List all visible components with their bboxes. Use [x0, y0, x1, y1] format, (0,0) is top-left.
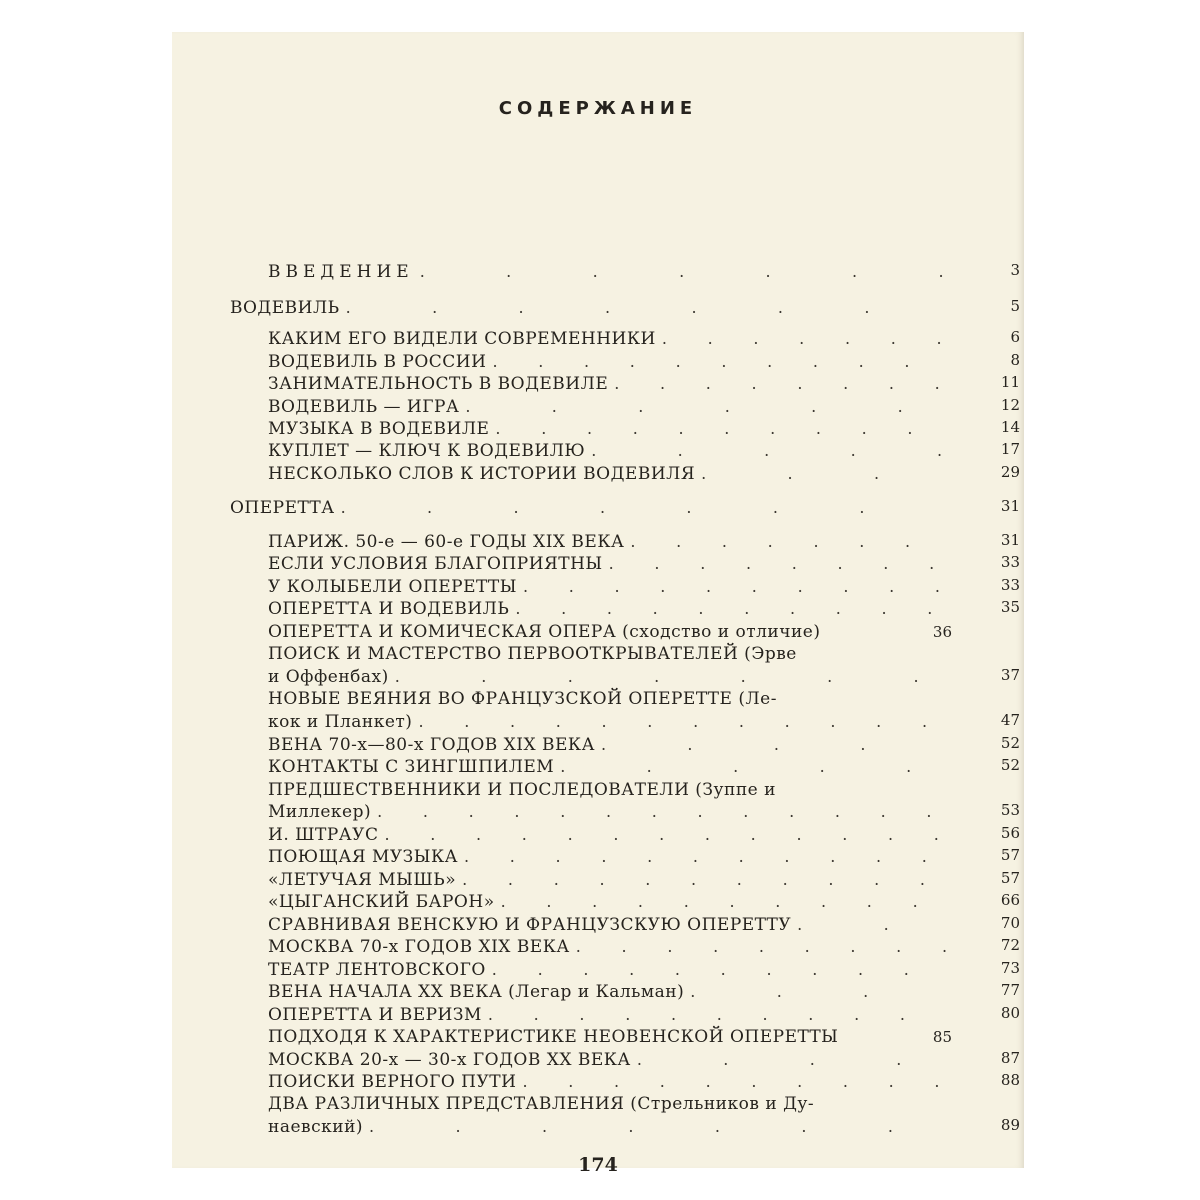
toc-entry-title: «ЦЫГАНСКИЙ БАРОН» [268, 892, 495, 912]
toc-entry-page: 29 [1000, 463, 1020, 481]
toc-entry-title: ВЕНА НАЧАЛА XX ВЕКА (Легар и Кальман) [268, 982, 685, 1002]
dot-leader [523, 577, 946, 597]
toc-entry-page: 88 [1000, 1071, 1020, 1089]
toc-entry [268, 936, 1020, 957]
dot-leader [495, 419, 946, 439]
toc-entry-title: КАКИМ ЕГО ВИДЕЛИ СОВРЕМЕННИКИ [268, 329, 656, 349]
toc-entry-title: НЕСКОЛЬКО СЛОВ К ИСТОРИИ ВОДЕВИЛЯ [268, 464, 696, 484]
toc-entry-title: ЗАНИМАТЕЛЬНОСТЬ В ВОДЕВИЛЕ [268, 374, 609, 394]
toc-entry-page: 33 [1000, 553, 1020, 571]
toc-entry-page: 33 [1000, 576, 1020, 594]
toc-entry-page: 37 [1000, 666, 1020, 684]
toc-section-title: ОПЕРЕТТА [230, 498, 335, 518]
toc-entry [268, 418, 1020, 439]
toc-entry-title: ПОДХОДЯ К ХАРАКТЕРИСТИКЕ НЕОВЕНСКОЙ ОПЕРЕТТЫ [268, 1027, 839, 1047]
dot-leader [501, 892, 946, 912]
toc-entry-page: 47 [1000, 711, 1020, 729]
book-page [172, 32, 1024, 1176]
toc-entry-page: 11 [1000, 373, 1020, 391]
toc-entry-page: 6 [1010, 328, 1020, 346]
toc-entry-page: 8 [1010, 351, 1020, 369]
toc-entry-title: У КОЛЫБЕЛИ ОПЕРЕТТЫ [268, 577, 517, 597]
toc-entry-page: 72 [1000, 936, 1020, 954]
dot-leader [395, 667, 946, 687]
toc-entry-title: ДВА РАЗЛИЧНЫХ ПРЕДСТАВЛЕНИЯ (Стрельников и Ду- [268, 1094, 815, 1114]
dot-leader [601, 735, 946, 755]
toc-entry-title: МОСКВА 70-х ГОДОВ XIX ВЕКА [268, 937, 570, 957]
toc-entry-page: 52 [1000, 734, 1020, 752]
toc-section [230, 297, 1020, 318]
dot-leader [576, 937, 946, 957]
toc-entry-title: НОВЫЕ ВЕЯНИЯ ВО ФРАНЦУЗСКОЙ ОПЕРЕТТЕ (Ле- [268, 689, 777, 709]
dot-leader [384, 825, 946, 845]
toc-entry-page: 12 [1000, 396, 1020, 414]
dot-leader [488, 1005, 946, 1025]
toc-entry [268, 711, 1020, 732]
dot-leader [492, 352, 946, 372]
dot-leader [637, 1050, 946, 1070]
toc-entry [268, 959, 1020, 980]
dot-leader [560, 757, 946, 777]
toc-entry-title: ПОЮЩАЯ МУЗЫКА [268, 847, 458, 867]
dot-leader [418, 712, 946, 732]
toc-entry [268, 801, 1020, 822]
toc-entry-page: 17 [1000, 440, 1020, 458]
toc-entry-page: 35 [1000, 598, 1020, 616]
toc-entry-page: 80 [1000, 1004, 1020, 1022]
page-title: СОДЕРЖАНИЕ [498, 98, 698, 119]
toc-entry-title: ПАРИЖ. 50-е — 60-е ГОДЫ XIX ВЕКА [268, 532, 625, 552]
toc-entry-title: ПОИСКИ ВЕРНОГО ПУТИ [268, 1072, 517, 1092]
dot-leader [377, 802, 946, 822]
toc-entry-page: 70 [1000, 914, 1020, 932]
toc-entry-title: ВОДЕВИЛЬ — ИГРА [268, 397, 460, 417]
toc-entry [268, 351, 1020, 372]
toc-entry-title: ПРЕДШЕСТВЕННИКИ И ПОСЛЕДОВАТЕЛИ (Зуппе и [268, 780, 776, 800]
toc-entry-page: 52 [1000, 756, 1020, 774]
dot-leader [609, 554, 946, 574]
toc-entry-title: МУЗЫКА В ВОДЕВИЛЕ [268, 419, 490, 439]
toc-entry-page: 85 [932, 1028, 952, 1046]
toc-entry-page: 56 [1000, 824, 1020, 842]
toc-entry-title: ВЕНА 70-х—80-х ГОДОВ XIX ВЕКА [268, 735, 595, 755]
dot-leader [346, 298, 946, 318]
toc-entry-title: наевский) [268, 1117, 364, 1137]
toc-entry [268, 824, 1020, 845]
toc-entry [268, 396, 1020, 417]
toc-entry [268, 1049, 1020, 1070]
dot-leader [492, 960, 946, 980]
toc-entry-title: «ЛЕТУЧАЯ МЫШЬ» [268, 870, 457, 890]
toc-entry [268, 373, 1020, 394]
toc-entry [268, 531, 1020, 552]
toc-entry-page: 53 [1000, 801, 1020, 819]
dot-leader [462, 870, 946, 890]
toc-entry [268, 846, 1020, 867]
toc-entry-title: ОПЕРЕТТА И ВЕРИЗМ [268, 1005, 482, 1025]
toc-entry-title: и Оффенбах) [268, 667, 389, 687]
toc-entry-title: И. ШТРАУС [268, 825, 379, 845]
toc-entry-page: 31 [1000, 497, 1020, 515]
toc-entry-page: 31 [1000, 531, 1020, 549]
dot-leader [464, 847, 946, 867]
toc-entry-page: 5 [1010, 297, 1020, 315]
toc-section-title: ВОДЕВИЛЬ [230, 298, 340, 318]
toc-entry-page: 3 [1010, 261, 1020, 279]
dot-leader [630, 532, 946, 552]
toc-entry [268, 734, 1020, 755]
toc-entry-page: 73 [1000, 959, 1020, 977]
dot-leader [341, 498, 946, 518]
toc-entry [268, 756, 1020, 777]
toc-entry [268, 576, 1020, 597]
toc-entry-page: 14 [1000, 418, 1020, 436]
toc-entry-title: Миллекер) [268, 802, 372, 822]
dot-leader [614, 374, 946, 394]
toc-entry-page: 89 [1000, 1116, 1020, 1134]
toc-entry [268, 440, 1020, 461]
toc-entry [268, 869, 1020, 890]
dot-leader [797, 915, 946, 935]
dot-leader [515, 599, 946, 619]
toc-entry [268, 666, 1020, 687]
toc-entry-page: 36 [932, 623, 952, 641]
toc-entry-title: СРАВНИВАЯ ВЕНСКУЮ И ФРАНЦУЗСКУЮ ОПЕРЕТТУ [268, 915, 792, 935]
toc-entry-title: ВВЕДЕНИЕ [268, 262, 414, 282]
toc-entry [268, 598, 1020, 619]
toc-entry [268, 891, 1020, 912]
dot-leader [465, 397, 946, 417]
toc-entry [268, 914, 1020, 935]
toc-entry-title: ПОИСК И МАСТЕРСТВО ПЕРВООТКРЫВАТЕЛЕЙ (Эрве [268, 644, 797, 664]
toc-entry [268, 261, 1020, 282]
table-of-contents [172, 32, 1024, 1168]
toc-entry [268, 553, 1020, 574]
dot-leader [369, 1117, 946, 1137]
toc-entry-title: кок и Планкет) [268, 712, 413, 732]
toc-entry [268, 1116, 1020, 1137]
toc-entry-title: КУПЛЕТ — КЛЮЧ К ВОДЕВИЛЮ [268, 441, 586, 461]
toc-entry-title: МОСКВА 20-х — 30-х ГОДОВ XX ВЕКА [268, 1050, 631, 1070]
toc-entry [268, 328, 1020, 349]
toc-entry [268, 1004, 1020, 1025]
toc-entry-page: 57 [1000, 846, 1020, 864]
toc-entry-title: ВОДЕВИЛЬ В РОССИИ [268, 352, 487, 372]
dot-leader [591, 441, 946, 461]
dot-leader [522, 1072, 946, 1092]
toc-section [230, 497, 1020, 518]
toc-entry [268, 981, 1020, 1002]
dot-leader [701, 464, 946, 484]
toc-entry-page: 87 [1000, 1049, 1020, 1067]
dot-leader [420, 262, 946, 282]
toc-entry-page: 66 [1000, 891, 1020, 909]
toc-entry [268, 463, 1020, 484]
toc-entry-title: ОПЕРЕТТА И КОМИЧЕСКАЯ ОПЕРА (сходство и отличие) [268, 622, 821, 642]
toc-entry-page: 57 [1000, 869, 1020, 887]
toc-entry-title: ОПЕРЕТТА И ВОДЕВИЛЬ [268, 599, 510, 619]
toc-entry-title: ЕСЛИ УСЛОВИЯ БЛАГОПРИЯТНЫ [268, 554, 603, 574]
dot-leader [662, 329, 946, 349]
dot-leader [690, 982, 946, 1002]
page-number: 174 [578, 1154, 618, 1176]
toc-entry-page: 77 [1000, 981, 1020, 999]
toc-entry-title: ТЕАТР ЛЕНТОВСКОГО [268, 960, 486, 980]
toc-entry [268, 1071, 1020, 1092]
toc-entry-title: КОНТАКТЫ С ЗИНГШПИЛЕМ [268, 757, 555, 777]
